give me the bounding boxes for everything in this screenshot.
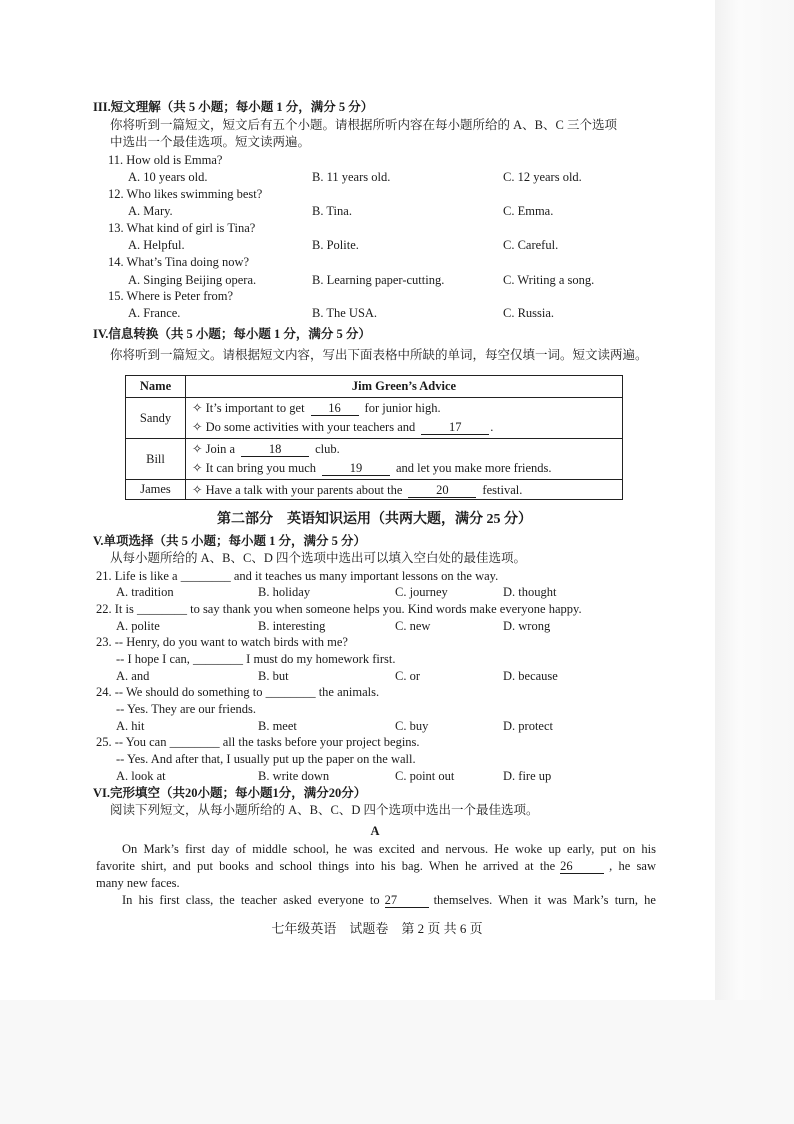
passage-text: , he saw xyxy=(609,859,656,873)
table-row-sandy xyxy=(126,398,622,439)
question-23-option-b: B. but xyxy=(258,669,289,683)
question-21-option-a: A. tradition xyxy=(116,585,174,599)
question-11-option-a: A. 10 years old. xyxy=(128,170,208,184)
question-23-option-a: A. and xyxy=(116,669,150,683)
question-13-option-c: C. Careful. xyxy=(503,238,559,252)
table-cell-name: James xyxy=(126,480,186,499)
part-2-title: 第二部分 英语知识运用（共两大题，满分 25 分） xyxy=(217,512,532,527)
question-12-option-c: C. Emma. xyxy=(503,204,554,218)
advice-line xyxy=(192,399,622,418)
question-21-option-c: C. journey xyxy=(395,585,448,599)
advice-line xyxy=(192,440,622,459)
question-11-stem: 11. How old is Emma? xyxy=(108,153,223,167)
question-15-option-b: B. The USA. xyxy=(312,306,378,320)
question-11-option-c: C. 12 years old. xyxy=(503,170,582,184)
table-cell-advice xyxy=(186,398,622,438)
section-3-instruction-line-2: 中选出一个最佳选项。短文读两遍。 xyxy=(110,135,311,149)
passage-line-4 xyxy=(122,893,656,908)
advice-text: ✧ It’s important to get xyxy=(192,401,305,415)
question-22-option-b: B. interesting xyxy=(258,619,326,633)
advice-text: . xyxy=(490,420,494,434)
passage-line-1 xyxy=(122,842,656,857)
question-21-option-d: D. thought xyxy=(503,585,557,599)
question-21-stem: 21. Life is like a ________ and it teaches us many important lessons on the way. xyxy=(96,569,499,583)
question-13-option-b: B. Polite. xyxy=(312,238,359,252)
question-22-option-c: C. new xyxy=(395,619,431,633)
table-header-advice: Jim Green’s Advice xyxy=(351,379,457,393)
question-25-option-a: A. look at xyxy=(116,769,166,783)
question-24-option-a: A. hit xyxy=(116,719,145,733)
advice-text: ✧ Join a xyxy=(192,442,236,456)
question-23-stem-line-2: -- I hope I can, ________ I must do my homework first. xyxy=(116,652,396,666)
question-25-option-d: D. fire up xyxy=(503,769,552,783)
table-header-row xyxy=(126,376,622,398)
passage-line-2 xyxy=(96,859,656,874)
question-15-stem: 15. Where is Peter from? xyxy=(108,289,234,303)
question-23-option-d: D. because xyxy=(503,669,558,683)
passage-text: On Mark’s first day of middle school, he was excited and nervous. He woke up early, put on his xyxy=(122,842,656,856)
question-24-option-c: C. buy xyxy=(395,719,429,733)
passage-text: themselves. When it was Mark’s turn, he xyxy=(433,893,656,907)
question-14-option-c: C. Writing a song. xyxy=(503,273,595,287)
advice-text: for junior high. xyxy=(364,401,441,415)
question-13-stem: 13. What kind of girl is Tina? xyxy=(108,221,256,235)
question-22-option-d: D. wrong xyxy=(503,619,551,633)
answer-blank-17: 17 xyxy=(421,421,489,435)
question-24-option-b: B. meet xyxy=(258,719,297,733)
table-header-name: Name xyxy=(126,376,186,397)
question-14-option-a: A. Singing Beijing opera. xyxy=(128,273,257,287)
question-11-option-b: B. 11 years old. xyxy=(312,170,391,184)
answer-blank-26: 26 xyxy=(560,860,604,874)
advice-text: ✧ Have a talk with your parents about the xyxy=(192,482,403,497)
section-4-instruction: 你将听到一篇短文。请根据短文内容，写出下面表格中所缺的单词，每空仅填一词。短文读两遍。 xyxy=(110,348,648,362)
question-21-option-b: B. holiday xyxy=(258,585,311,599)
section-6-instruction: 阅读下列短文，从每小题所给的 A、B、C、D 四个选项中选出一个最佳选项。 xyxy=(110,803,539,817)
advice-text: and let you make more friends. xyxy=(396,461,552,475)
advice-text: club. xyxy=(315,442,340,456)
question-25-stem: 25. -- You can ________ all the tasks before your project begins. xyxy=(96,735,420,749)
advice-text: ✧ Do some activities with your teachers and xyxy=(192,420,416,434)
advice-table xyxy=(125,375,623,500)
table-cell-name: Bill xyxy=(126,439,186,479)
question-24-stem: 24. -- We should do something to ________ the animals. xyxy=(96,685,380,699)
question-25-option-b: B. write down xyxy=(258,769,330,783)
question-22-stem: 22. It is ________ to say thank you when someone helps you. Kind words make everyone happy. xyxy=(96,602,582,616)
question-25-option-c: C. point out xyxy=(395,769,455,783)
answer-blank-27: 27 xyxy=(385,894,429,908)
question-14-option-b: B. Learning paper-cutting. xyxy=(312,273,445,287)
answer-blank-19: 19 xyxy=(322,462,390,476)
scan-edge-shade-right xyxy=(715,0,794,1000)
table-cell-advice xyxy=(186,439,622,479)
section-6-heading: VI.完形填空（共20小题；每小题1分，满分20分） xyxy=(93,786,367,800)
section-3-instruction-line-1: 你将听到一篇短文，短文后有五个小题。请根据所听内容在每小题所给的 A、B、C 三个选项 xyxy=(110,118,617,132)
question-14-stem: 14. What’s Tina doing now? xyxy=(108,255,250,269)
question-22-option-a: A. polite xyxy=(116,619,160,633)
advice-line xyxy=(192,418,622,437)
answer-blank-18: 18 xyxy=(241,443,309,457)
question-24-option-d: D. protect xyxy=(503,719,553,733)
advice-line xyxy=(192,481,622,499)
section-4-heading: IV.信息转换（共 5 小题；每小题 1 分，满分 5 分） xyxy=(93,327,371,341)
table-row-james xyxy=(126,480,622,499)
passage-text: many new faces. xyxy=(96,876,180,890)
passage-text: In his first class, the teacher asked everyone to xyxy=(122,893,380,907)
section-5-heading: V.单项选择（共 5 小题；每小题 1 分，满分 5 分） xyxy=(93,534,367,548)
passage-line-3 xyxy=(96,876,180,891)
answer-blank-16: 16 xyxy=(311,402,359,416)
question-13-option-a: A. Helpful. xyxy=(128,238,185,252)
answer-blank-20: 20 xyxy=(408,484,476,498)
scan-edge-shade-bottom xyxy=(0,1000,794,1124)
passage-label: A xyxy=(370,824,380,838)
advice-text: ✧ It can bring you much xyxy=(192,461,316,475)
question-24-stem-line-2: -- Yes. They are our friends. xyxy=(116,702,257,716)
question-15-option-a: A. France. xyxy=(128,306,181,320)
page-footer: 七年级英语 试题卷 第 2 页 共 6 页 xyxy=(271,921,483,936)
question-23-option-c: C. or xyxy=(395,669,420,683)
question-23-stem: 23. -- Henry, do you want to watch birds with me? xyxy=(96,635,348,649)
table-cell-name: Sandy xyxy=(126,398,186,438)
question-12-option-b: B. Tina. xyxy=(312,204,352,218)
question-25-stem-line-2: -- Yes. And after that, I usually put up the paper on the wall. xyxy=(116,752,416,766)
table-cell-advice xyxy=(186,480,622,499)
section-3-heading: III.短文理解（共 5 小题；每小题 1 分，满分 5 分） xyxy=(93,100,374,114)
table-row-bill xyxy=(126,439,622,480)
question-15-option-c: C. Russia. xyxy=(503,306,555,320)
passage-text: favorite shirt, and put books and school things into his bag. When he arrived at the xyxy=(96,859,556,873)
advice-line xyxy=(192,459,622,478)
advice-text: festival. xyxy=(482,482,523,497)
question-12-option-a: A. Mary. xyxy=(128,204,173,218)
section-5-instruction: 从每小题所给的 A、B、C、D 四个选项中选出可以填入空白处的最佳选项。 xyxy=(110,551,526,565)
question-12-stem: 12. Who likes swimming best? xyxy=(108,187,263,201)
